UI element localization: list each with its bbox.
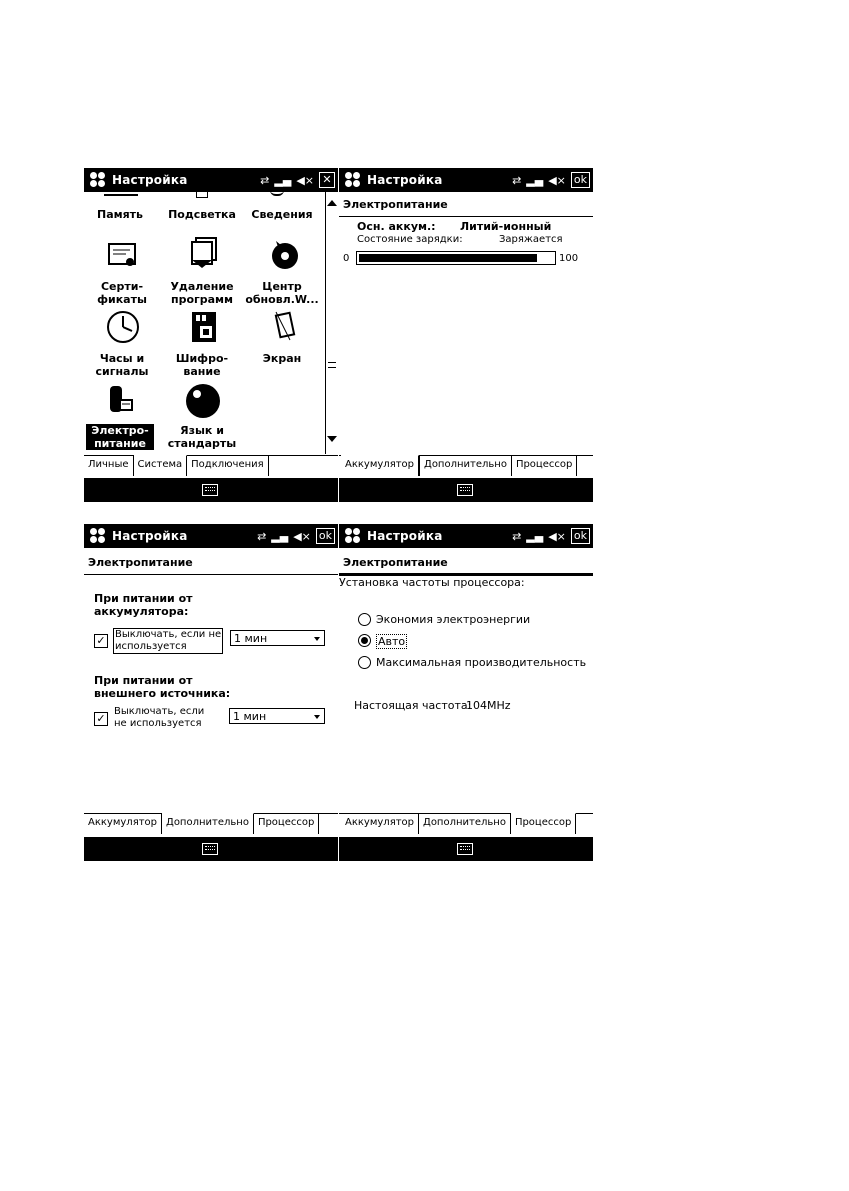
scroll-thumb[interactable] xyxy=(328,362,336,368)
page-title: Электропитание xyxy=(343,556,448,569)
signal-icon[interactable]: ▂▄ xyxy=(274,173,292,187)
signal-icon[interactable]: ▂▄ xyxy=(526,529,544,543)
sync-arrows-icon[interactable]: ⇄ xyxy=(512,529,522,543)
language-icon[interactable] xyxy=(184,382,218,416)
item-label-power[interactable]: Электро- питание xyxy=(86,424,154,450)
tab-bar xyxy=(84,813,338,834)
signal-icon[interactable]: ▂▄ xyxy=(271,529,289,543)
sync-arrows-icon[interactable]: ⇄ xyxy=(512,173,522,187)
signal-icon[interactable]: ▂▄ xyxy=(526,173,544,187)
sync-arrows-icon[interactable]: ⇄ xyxy=(257,529,267,543)
external-timeout-value: 1 мин xyxy=(233,710,267,723)
title-divider xyxy=(339,216,593,217)
radio-max-performance[interactable] xyxy=(358,656,371,669)
battery-timeout-value: 1 мин xyxy=(234,632,268,645)
tab-system[interactable]: Система xyxy=(134,455,188,476)
current-frequency-value: 104MHz xyxy=(466,699,511,712)
item-label-remove-programs[interactable]: Удаление программ xyxy=(170,280,234,306)
option-auto-label[interactable]: Авто xyxy=(378,635,406,648)
tab-connections[interactable]: Подключения xyxy=(187,456,269,476)
input-panel-bar xyxy=(339,837,593,861)
tab-processor[interactable]: Процессор xyxy=(511,813,576,834)
item-label-clock[interactable]: Часы и сигналы xyxy=(95,352,149,378)
frequency-caption: Установка частоты процессора: xyxy=(339,576,525,589)
page-title: Электропитание xyxy=(88,556,193,569)
ok-button[interactable]: ok xyxy=(316,528,335,544)
keyboard-icon[interactable] xyxy=(457,484,473,496)
title-bar xyxy=(339,168,593,192)
window-title: Настройка xyxy=(112,529,188,543)
window-title: Настройка xyxy=(367,529,443,543)
battery-group-label: При питании от аккумулятора: xyxy=(94,592,193,618)
certificates-icon[interactable] xyxy=(106,238,140,272)
tab-personal[interactable]: Личные xyxy=(84,456,134,476)
title-divider xyxy=(84,574,338,575)
tab-processor[interactable]: Процессор xyxy=(512,456,577,476)
battery-timeout-select[interactable] xyxy=(230,630,325,646)
keyboard-icon[interactable] xyxy=(457,843,473,855)
screen-icon[interactable] xyxy=(272,310,306,344)
tab-advanced[interactable]: Дополнительно xyxy=(419,456,512,476)
windows-flag-icon[interactable] xyxy=(345,528,361,544)
sync-arrows-icon[interactable]: ⇄ xyxy=(260,173,270,187)
speaker-muted-icon[interactable]: ◀× xyxy=(293,529,311,543)
current-frequency-label: Настоящая частота: xyxy=(354,699,472,712)
update-center-icon[interactable] xyxy=(267,236,301,270)
tab-bar xyxy=(84,455,338,476)
title-bar xyxy=(339,524,593,548)
remove-programs-icon[interactable] xyxy=(186,236,220,270)
main-battery-label: Осн. аккум.: xyxy=(357,220,436,233)
speaker-muted-icon[interactable]: ◀× xyxy=(548,529,566,543)
item-label-about[interactable]: Сведения xyxy=(251,208,313,221)
tab-bar xyxy=(339,813,593,834)
charge-progress-fill xyxy=(359,254,537,262)
option-max-performance-label[interactable]: Максимальная производительность xyxy=(376,656,587,669)
tab-processor[interactable]: Процессор xyxy=(254,814,319,834)
charge-bar-min: 0 xyxy=(343,253,350,264)
external-timeout-select[interactable] xyxy=(229,708,325,724)
external-turnoff-checkbox[interactable]: ✓ xyxy=(94,712,108,726)
tab-advanced[interactable]: Дополнительно xyxy=(162,813,254,834)
windows-flag-icon[interactable] xyxy=(345,172,361,188)
battery-turnoff-label[interactable]: Выключать, если не используется xyxy=(115,629,222,652)
title-bar xyxy=(84,524,338,548)
chevron-down-icon xyxy=(314,715,320,719)
clock-icon[interactable] xyxy=(106,310,140,344)
ok-button[interactable]: ok xyxy=(571,172,590,188)
charge-state-value: Заряжается xyxy=(499,234,563,245)
charge-state-label: Состояние зарядки: xyxy=(357,234,463,245)
input-panel-bar xyxy=(84,837,338,861)
page-title: Электропитание xyxy=(343,198,448,211)
radio-auto[interactable] xyxy=(358,634,371,647)
ok-button[interactable]: ok xyxy=(571,528,590,544)
screen-power-advanced xyxy=(84,524,338,862)
scroll-down-arrow-icon[interactable] xyxy=(327,436,337,442)
vertical-scrollbar[interactable] xyxy=(325,192,338,454)
screen-power-processor xyxy=(339,524,593,862)
speaker-muted-icon[interactable]: ◀× xyxy=(548,173,566,187)
chevron-down-icon xyxy=(314,637,320,641)
input-panel-bar xyxy=(339,478,593,502)
item-label-screen[interactable]: Экран xyxy=(262,352,302,365)
radio-power-saving[interactable] xyxy=(358,613,371,626)
external-turnoff-label[interactable]: Выключать, если не используется xyxy=(114,706,205,729)
item-label-certificates[interactable]: Серти- фикаты xyxy=(97,280,147,306)
tab-battery[interactable]: Аккумулятор xyxy=(341,814,419,834)
external-group-label: При питании от внешнего источника: xyxy=(94,674,231,700)
charge-bar-max: 100 xyxy=(559,253,579,264)
close-button[interactable]: ✕ xyxy=(319,172,335,188)
encryption-icon[interactable] xyxy=(188,310,222,344)
scroll-up-arrow-icon[interactable] xyxy=(327,200,337,206)
item-label-backlight[interactable]: Подсветка xyxy=(168,208,236,221)
window-title: Настройка xyxy=(367,173,443,187)
tab-advanced[interactable]: Дополнительно xyxy=(419,814,511,834)
windows-flag-icon[interactable] xyxy=(90,528,106,544)
tab-bar xyxy=(339,455,593,476)
main-battery-value: Литий-ионный xyxy=(460,220,552,233)
speaker-muted-icon[interactable]: ◀× xyxy=(296,173,314,187)
keyboard-icon[interactable] xyxy=(202,484,218,496)
window-title: Настройка xyxy=(112,173,188,187)
about-icon[interactable] xyxy=(270,186,284,196)
charge-progress-bar xyxy=(356,251,556,265)
item-label-memory[interactable]: Память xyxy=(96,208,143,221)
screen-settings-system xyxy=(84,168,338,504)
tab-battery[interactable]: Аккумулятор xyxy=(341,455,419,476)
item-label-encryption[interactable]: Шифро- вание xyxy=(175,352,229,378)
screen-power-battery xyxy=(339,168,593,504)
input-panel-bar xyxy=(84,478,338,502)
backlight-icon[interactable] xyxy=(196,188,208,198)
item-label-update-center[interactable]: Центр обновл.W... xyxy=(245,280,319,306)
tab-battery[interactable]: Аккумулятор xyxy=(84,814,162,834)
battery-turnoff-checkbox[interactable]: ✓ xyxy=(94,634,108,648)
item-label-language[interactable]: Язык и стандарты xyxy=(167,424,237,450)
memory-icon[interactable] xyxy=(104,186,138,196)
option-power-saving-label[interactable]: Экономия электроэнергии xyxy=(376,613,531,626)
keyboard-icon[interactable] xyxy=(202,843,218,855)
power-icon[interactable] xyxy=(104,382,138,416)
